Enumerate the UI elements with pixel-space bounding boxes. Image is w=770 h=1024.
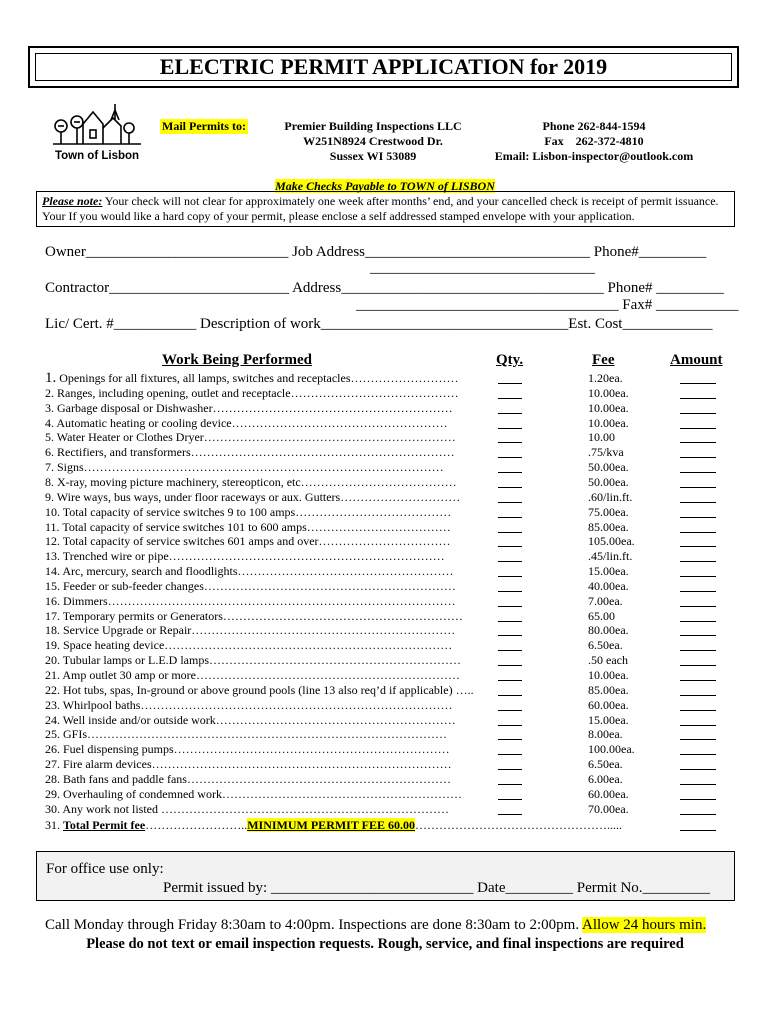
qty-field[interactable] [498,621,522,622]
work-item-row [0,609,770,624]
work-header: Work Being Performed [162,352,312,368]
work-item-text: Signs……………………………………………………………………………… [57,460,444,475]
amount-field[interactable] [680,576,716,577]
work-item-desc [45,460,505,475]
work-item-number: 9. [45,489,54,504]
work-item-number: 23. [45,697,60,712]
qty-field[interactable] [498,680,522,681]
note-label: Please note: [42,194,103,208]
work-item-desc [45,787,505,802]
work-item-text: Total capacity of service switches 9 to 100 amps………………………………… [62,504,452,519]
fee-value: 15.00ea. [588,564,629,579]
work-item-row [0,787,770,802]
work-item-number: 10. [45,504,60,519]
work-item-desc [45,594,505,609]
work-item-row [0,668,770,683]
amount-field[interactable] [680,472,716,473]
work-item-row [0,683,770,698]
work-item-number: 28. [45,771,60,786]
work-item-row [0,623,770,638]
work-item-text: Ranges, including opening, outlet and receptacle…………………………………… [57,385,459,400]
work-item-row [0,460,770,475]
contact-fax: Fax 262-372-4810 [544,134,644,148]
work-item-text: Bath fans and paddle fans………………………………………………………… [63,771,451,786]
office-permit-line: Permit issued by: ___________________________ Date_________ Permit No._________ [163,880,711,896]
fee-value: 80.00ea. [588,623,629,638]
amount-field[interactable] [680,710,716,711]
total-desc [45,818,665,833]
total-dots-1: …………………….. [145,818,248,832]
qty-field[interactable] [498,695,522,696]
qty-field[interactable] [498,606,522,607]
work-item-text: Rectifiers, and transformers………………………………………………………… [57,445,455,460]
work-item-row [0,802,770,817]
work-item-desc [45,534,505,549]
work-item-row [0,371,770,386]
work-item-text: Total capacity of service switches 601 amps and over…………………………… [62,534,451,549]
work-item-number: 4. [45,415,54,430]
work-item-number: 19. [45,638,60,653]
amount-field[interactable] [680,650,716,651]
work-item-number: 6. [45,445,54,460]
amount-field[interactable] [680,665,716,666]
total-label: Total Permit fee [63,818,146,832]
work-item-desc [45,490,505,505]
work-item-number: 5. [45,430,54,445]
work-item-text: Dimmers…………………………………………………………………………… [63,593,456,608]
work-item-desc [45,757,505,772]
work-item-text: Wire ways, bus ways, under floor raceways or aux. Gutters………………………… [56,489,461,504]
work-item-desc [45,623,505,638]
work-item-desc [45,683,505,698]
work-item-row [0,505,770,520]
work-item-row [0,698,770,713]
qty-field[interactable] [498,739,522,740]
fee-value: 10.00ea. [588,415,629,430]
amount-field[interactable] [680,621,716,622]
work-item-number: 13. [45,549,60,564]
qty-field[interactable] [498,517,522,518]
work-item-desc [45,772,505,787]
qty-field[interactable] [498,561,522,562]
amount-field[interactable] [680,814,716,815]
work-item-text: Openings for all fixtures, all lamps, switches and receptacles……………………… [59,371,459,385]
qty-field[interactable] [498,532,522,533]
work-item-desc [45,713,505,728]
work-item-text: Fire alarm devices………………………………………………………………… [63,757,452,772]
amount-field[interactable] [680,442,716,443]
fee-value: 6.50ea. [588,757,623,772]
work-item-number: 22. [45,682,60,697]
qty-field[interactable] [498,502,522,503]
work-item-row [0,416,770,431]
work-item-number: 11. [45,519,60,534]
amount-field[interactable] [680,413,716,414]
work-item-text: Feeder or sub-feeder changes……………………………………………………… [63,578,456,593]
work-item-row [0,445,770,460]
work-item-text: GFIs……………………………………………………………………………… [63,727,448,742]
amount-field[interactable] [680,532,716,533]
work-item-row [0,772,770,787]
amount-field[interactable] [680,754,716,755]
license-line[interactable]: Lic/ Cert. #___________ Description of work_________________________________Est. Cost____________ [45,316,713,332]
qty-field[interactable] [498,546,522,547]
work-item-desc [45,698,505,713]
payable-prefix: Make Checks Payable to [275,179,400,193]
work-item-row [0,638,770,653]
work-item-text: Space heating device……………………………………………………………… [63,638,453,653]
fee-value: 10.00 [588,430,615,445]
work-item-row [0,713,770,728]
work-item-desc [45,579,505,594]
office-use-box [36,851,735,901]
fee-value: .60/lin.ft. [588,489,633,504]
owner-line[interactable]: Owner___________________________ Job Address______________________________ Phone#_________ [45,244,707,260]
qty-field[interactable] [498,472,522,473]
fee-value: 70.00ea. [588,801,629,816]
call-text: Call Monday through Friday 8:30am to 4:00pm. Inspections are done 8:30am to 2:00pm. [45,917,583,933]
work-item-number: 20. [45,653,60,668]
amount-field[interactable] [680,695,716,696]
qty-field[interactable] [498,710,522,711]
fee-value: 40.00ea. [588,578,629,593]
work-item-number: 24. [45,712,60,727]
work-item-number: 26. [45,742,60,757]
call-highlight: Allow 24 hours min. [582,917,707,933]
work-item-number: 29. [45,786,60,801]
work-item-desc [45,401,505,416]
contractor-line[interactable]: Contractor________________________ Address___________________________________ Phone# _________ [45,280,724,296]
contact-phone: Phone 262-844-1594 [542,119,646,133]
work-item-row [0,401,770,416]
work-item-desc [45,386,505,401]
contact-email: Email: Lisbon-inspector@outlook.com [494,149,694,163]
amount-field[interactable] [680,769,716,770]
fee-value: 105.00ea. [588,534,635,549]
work-item-text: Temporary permits or Generators…………………………………………………… [62,608,463,623]
logo-text: Town of Lisbon [54,150,140,162]
work-item-row [0,549,770,564]
work-item-row [0,653,770,668]
fee-value: .75/kva [588,445,624,460]
work-item-row [0,475,770,490]
work-item-desc [45,668,505,683]
qty-field[interactable] [498,591,522,592]
work-item-text: Garbage disposal or Dishwasher…………………………………………………… [57,400,453,415]
mailing-address [268,119,478,164]
work-item-row [0,564,770,579]
qty-field[interactable] [498,665,522,666]
note-text: Your check will not clear for approximately one week after months’ end, and your cancelled check is receipt of permit issuance. Your If you would like a hard copy of your permit, please enclose a self addressed stamped envelope with your application. [42,194,719,223]
job-address-line-2[interactable]: ______________________________ [370,260,595,276]
page-title: ELECTRIC PERMIT APPLICATION for 2019 [35,53,732,81]
work-item-number: 18. [45,623,60,638]
work-item-number: 27. [45,757,60,772]
work-item-row [0,727,770,742]
address-city: Sussex WI 53089 [329,149,417,163]
work-item-number: 21. [45,668,60,682]
amount-field[interactable] [680,561,716,562]
fee-value: 85.00ea. [588,519,629,534]
work-item-row [0,386,770,401]
work-item-desc [45,638,505,653]
qty-field[interactable] [498,428,522,429]
fee-value: 60.00ea. [588,697,629,712]
work-item-number: 16. [45,593,60,608]
work-item-desc [45,371,505,386]
work-item-text: Amp outlet 30 amp or more………………………………………………………… [62,668,460,682]
call-instructions [45,917,706,934]
fee-value: 10.00ea. [588,400,629,415]
work-item-text: X-ray, moving picture machinery, stereopticon, etc………………………………… [57,474,457,489]
qty-field[interactable] [498,725,522,726]
amount-field[interactable] [680,799,716,800]
contact-info [484,119,704,164]
amount-field[interactable] [680,383,716,384]
work-item-row [0,534,770,549]
amount-field[interactable] [680,680,716,681]
work-item-row [0,520,770,535]
work-item-text: Total capacity of service switches 101 to 600 amps……………………………… [62,519,451,534]
fee-value: 60.00ea. [588,786,629,801]
fee-value: 10.00ea. [588,385,629,400]
work-item-text: Service Upgrade or Repair………………………………………………………… [63,623,456,638]
work-item-number: 3. [45,400,54,415]
work-item-number: 30. [45,801,60,816]
fee-value: .45/lin.ft. [588,549,633,564]
work-item-desc [45,653,505,668]
fee-value: .50 each [588,653,628,668]
town-of-lisbon-logo-icon [47,100,147,162]
qty-field[interactable] [498,769,522,770]
work-item-row [0,742,770,757]
work-item-row [0,490,770,505]
amount-header: Amount [670,352,723,368]
work-item-number: 7. [45,460,54,475]
fee-value: 6.00ea. [588,771,623,786]
amount-field[interactable] [680,635,716,636]
contractor-address-line-2[interactable]: ___________________________________ Fax# ___________ [356,297,739,313]
work-item-desc [45,549,505,564]
logo-graphic [47,100,147,148]
work-item-number: 17. [45,608,60,623]
amount-field[interactable] [680,398,716,399]
work-item-row [0,594,770,609]
qty-field[interactable] [498,784,522,785]
amount-field[interactable] [680,606,716,607]
amount-field[interactable] [680,457,716,458]
work-item-desc [45,520,505,535]
total-amount-field[interactable] [680,830,716,831]
minimum-fee: MINIMUM PERMIT FEE 60.00 [247,818,415,832]
amount-field[interactable] [680,725,716,726]
work-item-desc [45,564,505,579]
fee-value: 7.00ea. [588,593,623,608]
inspection-requirements: Please do not text or email inspection requests. Rough, service, and final inspections are required [86,936,684,952]
amount-field[interactable] [680,739,716,740]
work-item-desc [45,430,505,445]
fee-value: 6.50ea. [588,638,623,653]
amount-field[interactable] [680,546,716,547]
qty-field[interactable] [498,487,522,488]
fee-value: 1.20ea. [588,371,623,385]
work-item-text: Any work not listed ……………………………………………………………… [62,801,450,816]
qty-field[interactable] [498,650,522,651]
work-item-text: Automatic heating or cooling device……………………………………………… [56,415,448,430]
title-box [28,46,739,88]
work-item-number: 12. [45,534,60,549]
work-item-desc [45,727,505,742]
qty-field[interactable] [498,383,522,384]
fee-value: 8.00ea. [588,727,623,742]
total-num: 31. [45,818,60,832]
work-item-text: Fuel dispensing pumps…………………………………………………………… [63,742,450,757]
fee-value: 100.00ea. [588,742,635,757]
work-item-row [0,430,770,445]
amount-field[interactable] [680,487,716,488]
work-item-desc [45,802,505,817]
address-company: Premier Building Inspections LLC [284,119,462,133]
address-street: W251N8924 Crestwood Dr. [303,134,443,148]
work-item-number: 14. [45,564,60,579]
work-item-row [0,757,770,772]
work-item-number: 8. [45,474,54,489]
amount-field[interactable] [680,502,716,503]
fee-value: 15.00ea. [588,712,629,727]
work-item-desc [45,742,505,757]
work-item-text: Water Heater or Clothes Dryer……………………………………………………… [56,430,456,445]
fee-header: Fee [592,352,615,368]
fee-value: 75.00ea. [588,504,629,519]
work-item-number: 2. [45,385,54,400]
fee-value: 50.00ea. [588,474,629,489]
qty-field[interactable] [498,442,522,443]
work-item-text: Well inside and/or outside work…………………………………………………… [62,712,456,727]
work-item-desc [45,416,505,431]
work-item-number: 15. [45,578,60,593]
note-box [36,191,735,227]
work-item-text: Arc, mercury, search and floodlights……………………………………………… [62,564,454,579]
fee-value: 10.00ea. [588,668,629,682]
work-item-desc [45,505,505,520]
fee-value: 85.00ea. [588,682,629,697]
work-item-desc [45,609,505,624]
work-item-text: Whirlpool baths…………………………………………………………………… [62,697,453,712]
work-item-number: 25. [45,727,60,742]
work-item-text: Trenched wire or pipe…………………………………………………………… [62,549,445,564]
work-item-desc [45,445,505,460]
qty-field[interactable] [498,413,522,414]
qty-field[interactable] [498,398,522,399]
qty-field[interactable] [498,457,522,458]
qty-header: Qty. [496,352,524,368]
total-row [0,818,770,833]
amount-field[interactable] [680,591,716,592]
mail-permits-label: Mail Permits to: [162,119,246,133]
work-item-text: Hot tubs, spas, In-ground or above ground pools (line 13 also req’d if applicable) ….. [63,682,474,697]
amount-field[interactable] [680,784,716,785]
qty-field[interactable] [498,635,522,636]
work-item-text: Tubular lamps or L.E.D lamps……………………………………………………… [62,653,462,668]
qty-field[interactable] [498,814,522,815]
qty-field[interactable] [498,576,522,577]
payable-name: TOWN of LISBON [399,179,495,193]
qty-field[interactable] [498,754,522,755]
qty-field[interactable] [498,799,522,800]
work-item-number: 1. [45,371,57,386]
office-title: For office use only: [46,861,164,877]
amount-field[interactable] [680,517,716,518]
work-item-row [0,579,770,594]
work-item-text: Overhauling of condemned work…………………………………………………… [63,786,462,801]
fee-value: 50.00ea. [588,460,629,475]
fee-value: 65.00 [588,608,615,623]
work-item-desc [45,475,505,490]
total-dots-2: …………………………………………..... [414,818,622,832]
amount-field[interactable] [680,428,716,429]
